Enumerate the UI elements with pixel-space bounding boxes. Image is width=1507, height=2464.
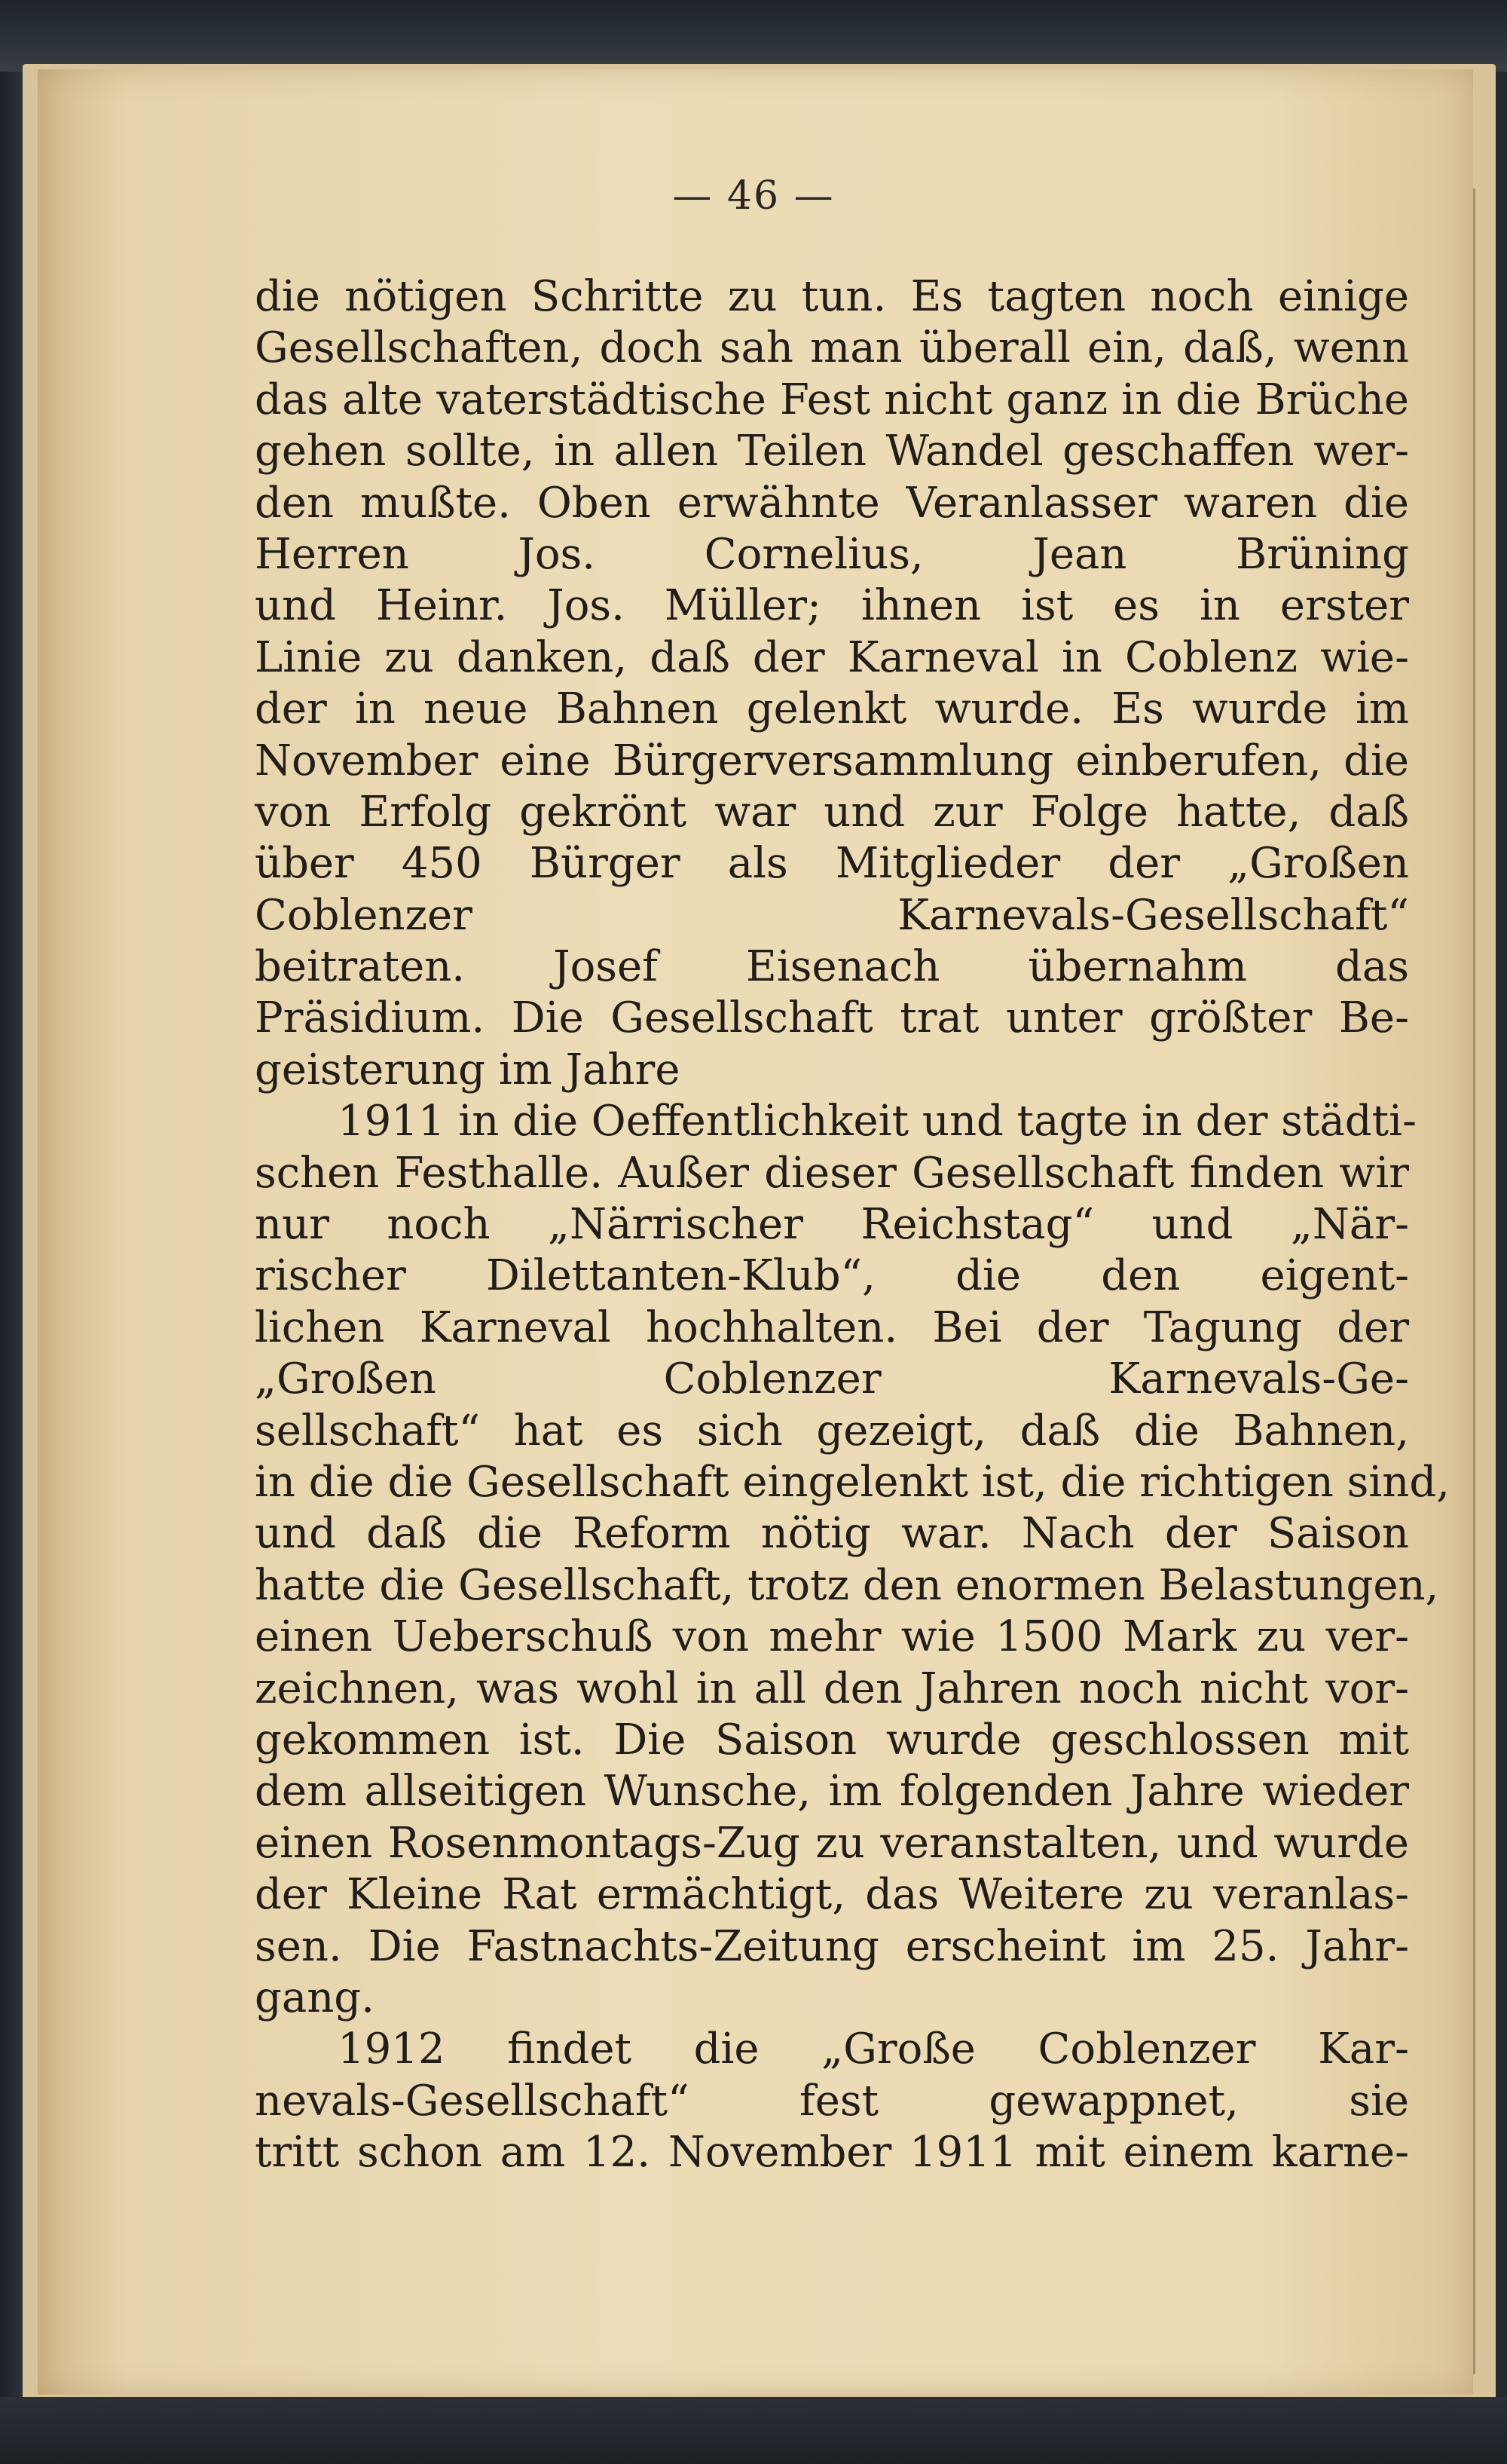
text-line: der in neue Bahnen gelenkt wurde. Es wurde im (255, 684, 1409, 734)
text-line: dem allseitigen Wunsche, im folgenden Jahre wieder (255, 1767, 1409, 1817)
text-line: Linie zu danken, daß der Karneval in Coblenz wie- (255, 632, 1409, 682)
text-line: sen. Die Fastnachts-Zeitung erscheint im 25. Jahr- (255, 1921, 1409, 1971)
text-line: tritt schon am 12. November 1911 mit einem karne- (255, 2128, 1409, 2178)
text-line: 1911 in die Oeffentlichkeit und tagte in der städti- (338, 1097, 1417, 1146)
text-line: Coblenzer Karnevals-Gesellschaft“ (255, 890, 1409, 940)
text-line: gekommen ist. Die Saison wurde geschlossen mit (255, 1715, 1409, 1765)
text-line: den mußte. Oben erwähnte Veranlasser waren die (255, 478, 1409, 528)
body-text (255, 271, 1450, 2178)
text-line: das alte vaterstädtische Fest nicht ganz in die Brüche (255, 375, 1409, 424)
text-line: zeichnen, was wohl in all den Jahren noch nicht vor- (255, 1664, 1409, 1713)
text-line: gang. (255, 1973, 374, 2022)
text-line: einen Ueberschuß von mehr wie 1500 Mark zu ver- (255, 1612, 1409, 1662)
text-line: Herren Jos. Cornelius, Jean Brüning (255, 529, 1409, 579)
text-line: einen Rosenmontags-Zug zu veranstalten, und wurde (255, 1818, 1409, 1868)
text-line: hatte die Gesellschaft, trotz den enormen Belastungen, (255, 1560, 1439, 1610)
text-line: Präsidium. Die Gesellschaft trat unter größter Be- (255, 993, 1409, 1043)
text-line: sellschaft“ hat es sich gezeigt, daß die Bahnen, (255, 1406, 1409, 1455)
text-line: beitraten. Josef Eisenach übernahm das (255, 942, 1409, 992)
text-line: in die die Gesellschaft eingelenkt ist, die richtigen sind, (255, 1457, 1450, 1507)
text-line: nevals-Gesellschaft“ fest gewappnet, sie (255, 2076, 1409, 2126)
book-cover-bottom (0, 2397, 1507, 2464)
text-line: über 450 Bürger als Mitglieder der „Großen (255, 839, 1409, 889)
text-line: lichen Karneval hochhalten. Bei der Tagung der (255, 1302, 1409, 1352)
text-line: der Kleine Rat ermächtigt, das Weitere zu veranlas- (255, 1870, 1409, 1920)
text-line: schen Festhalle. Außer dieser Gesellschaft finden wir (255, 1148, 1409, 1198)
book-cover-top (0, 0, 1507, 72)
text-line: von Erfolg gekrönt war und zur Folge hatte, daß (255, 787, 1409, 837)
text-line: 1912 findet die „Große Coblenzer Kar- (338, 2025, 1409, 2074)
text-line: Gesellschaften, doch sah man überall ein, daß, wenn (255, 323, 1409, 373)
text-line: rischer Dilettanten-Klub“, die den eigent- (255, 1251, 1409, 1301)
text-line: „Großen Coblenzer Karnevals-Ge- (255, 1354, 1409, 1404)
text-line: gehen sollte, in allen Teilen Wandel geschaffen wer- (255, 427, 1409, 476)
text-line: und daß die Reform nötig war. Nach der Saison (255, 1509, 1409, 1559)
text-line: November eine Bürgerversammlung einberufen, die (255, 736, 1409, 785)
page-number: — 46 — (672, 173, 835, 219)
text-line: und Heinr. Jos. Müller; ihnen ist es in erster (255, 581, 1409, 631)
text-line: geisterung im Jahre (255, 1045, 680, 1094)
page-fold-line (1473, 188, 1475, 2374)
text-line: die nötigen Schritte zu tun. Es tagten noch einige (255, 272, 1409, 321)
text-line: nur noch „Närrischer Reichstag“ und „När- (255, 1200, 1409, 1250)
